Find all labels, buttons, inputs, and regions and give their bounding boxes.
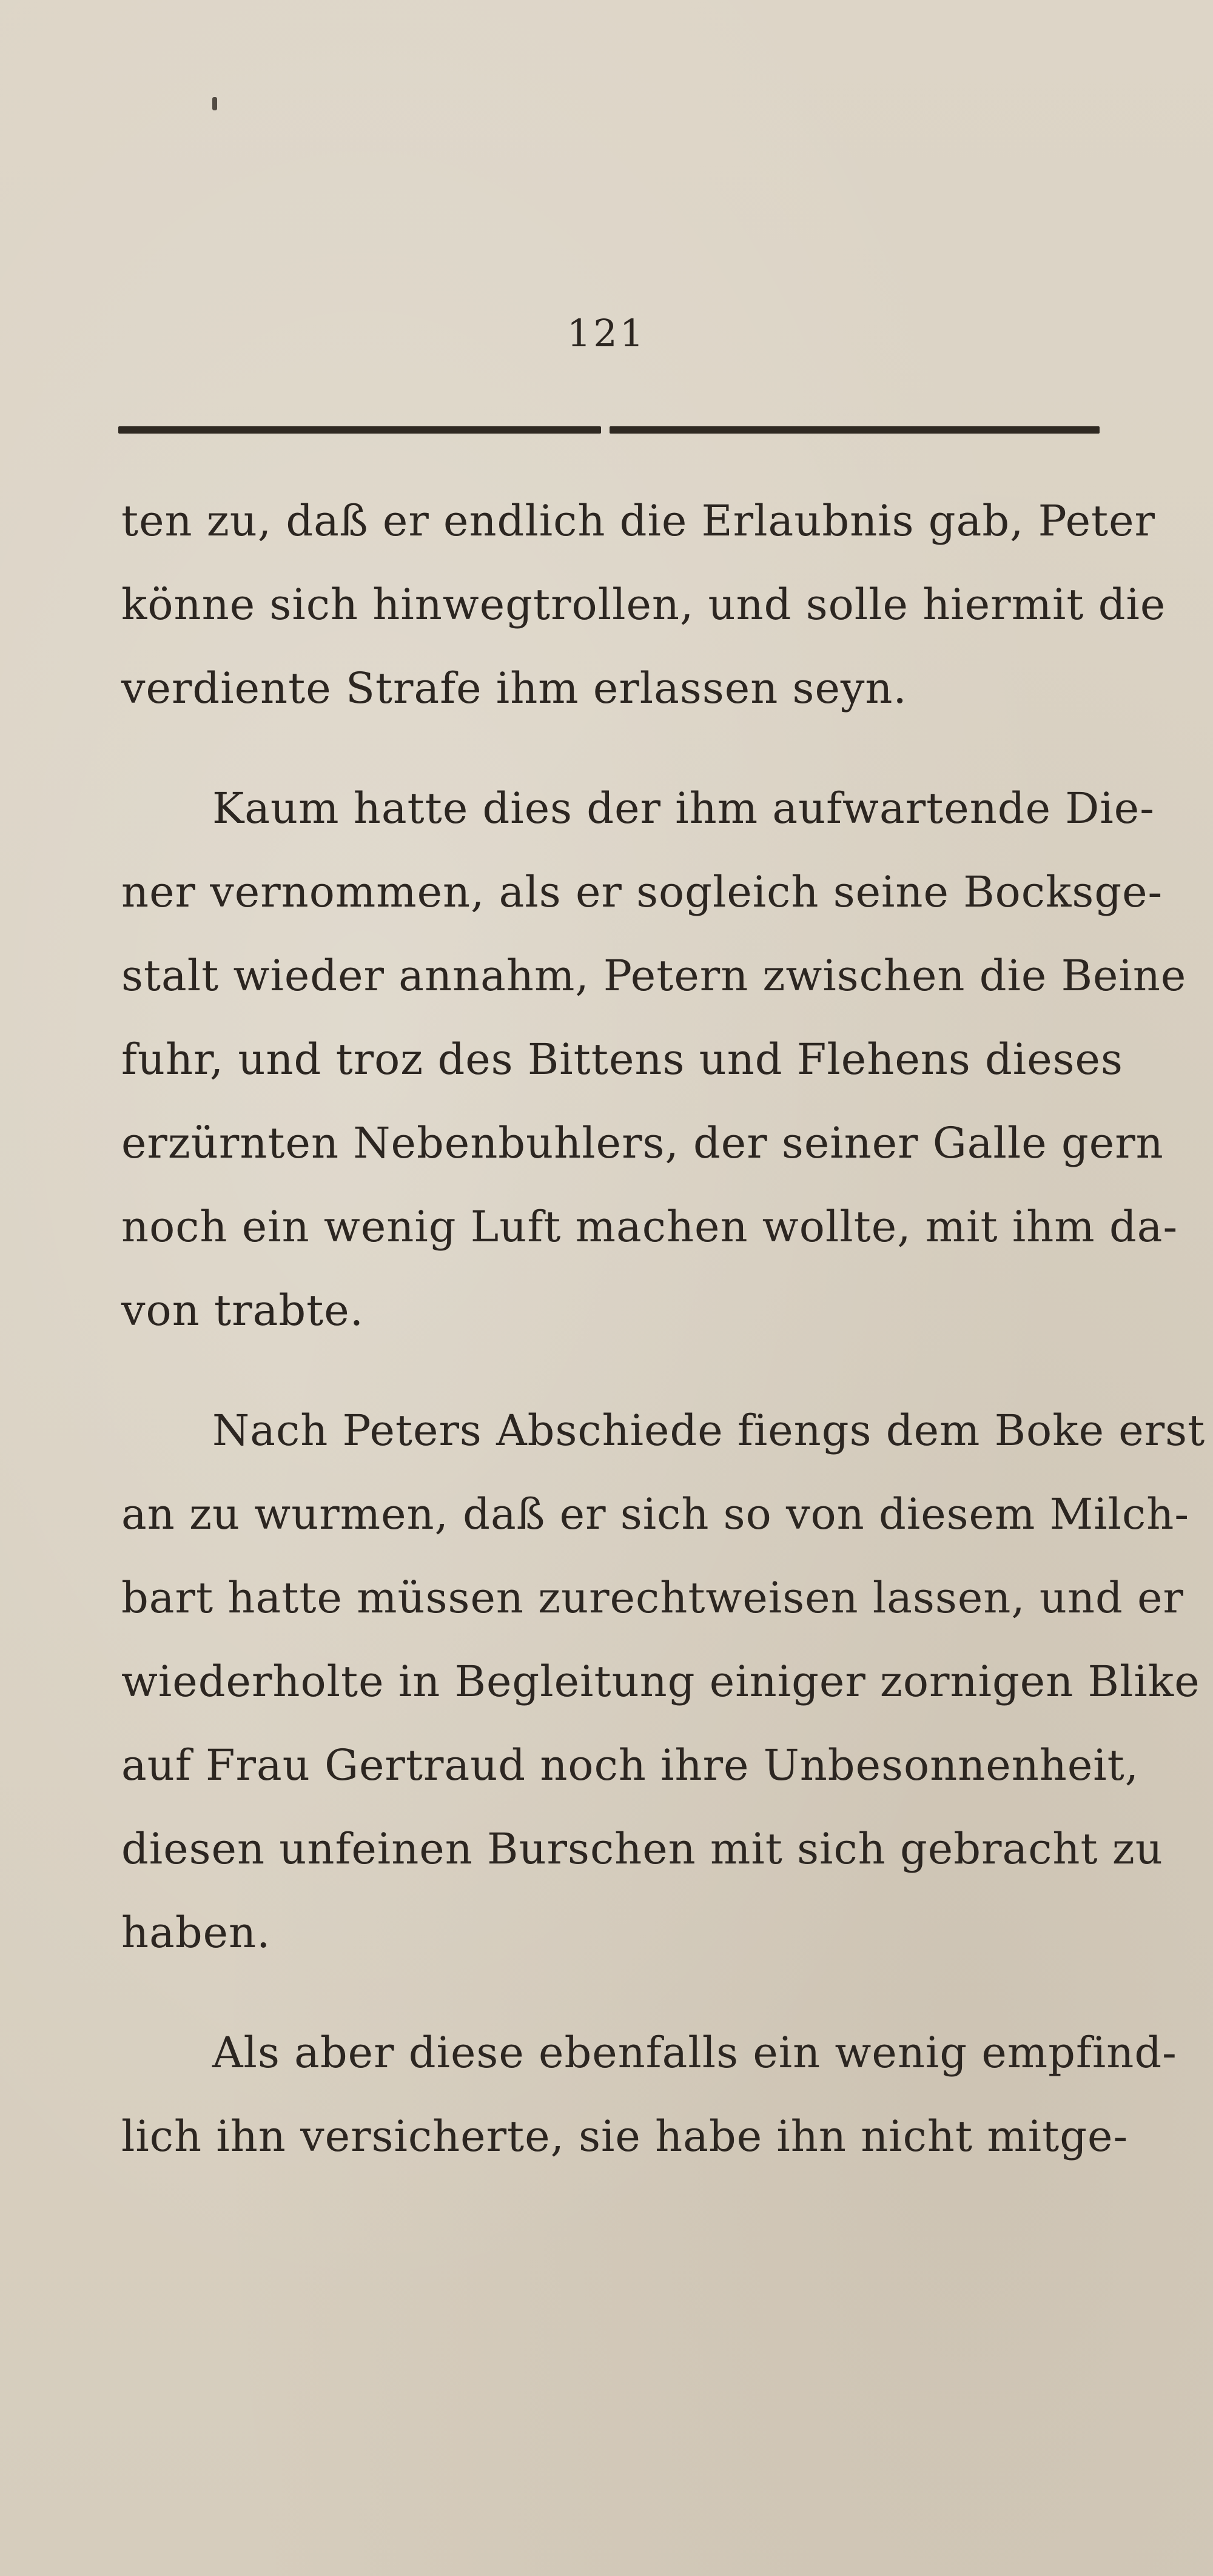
text-line: bart hatte müssen zurechtweisen lassen, und er	[121, 1573, 1184, 1623]
text-line: noch ein wenig Luft machen wollte, mit ihm da-	[121, 1202, 1178, 1252]
text-line: an zu wurmen, daß er sich so von diesem Milch-	[121, 1489, 1189, 1539]
text-line: Kaum hatte dies der ihm aufwartende Die-	[212, 783, 1155, 833]
text-line: erzürnten Nebenbuhlers, der seiner Galle gern	[121, 1118, 1164, 1168]
paragraph	[121, 479, 1166, 730]
text-line: ten zu, daß er endlich die Erlaubnis gab, Peter	[121, 496, 1156, 546]
text-line: lich ihn versicherte, sie habe ihn nicht mitge-	[121, 2111, 1129, 2161]
text-line: fuhr, und troz des Bittens und Flehens dieses	[121, 1035, 1123, 1084]
paragraph-gap	[121, 1974, 1116, 2011]
text-line: auf Frau Gertraud noch ihre Unbesonnenheit,	[121, 1740, 1140, 1790]
text-line: stalt wieder annahm, Petern zwischen die Beine	[121, 951, 1187, 1001]
header-rule-left	[118, 426, 601, 434]
text-line: verdiente Strafe ihm erlassen seyn.	[121, 663, 907, 713]
text-line: diesen unfeinen Burschen mit sich gebracht zu	[121, 1824, 1163, 1874]
paragraph	[121, 1389, 1206, 1974]
paragraph-gap	[121, 1352, 1116, 1389]
text-line: ner vernommen, als er sogleich seine Bocksge-	[121, 867, 1163, 917]
text-line: könne sich hinwegtrollen, und solle hiermit die	[121, 580, 1166, 629]
text-line: Als aber diese ebenfalls ein wenig empfind-	[212, 2028, 1177, 2078]
paragraph	[121, 2011, 1177, 2178]
text-line: von trabte.	[121, 1286, 364, 1335]
text-line: Nach Peters Abschiede fiengs dem Boke erst	[212, 1406, 1206, 1455]
text-line: wiederholte in Begleitung einiger zornigen Blike	[121, 1657, 1200, 1706]
paragraph-gap	[121, 730, 1116, 766]
header-rule	[118, 426, 1100, 435]
paragraph	[121, 766, 1187, 1352]
ink-mark	[212, 97, 217, 110]
text-line: haben.	[121, 1908, 271, 1957]
header-rule-right	[610, 426, 1100, 434]
page-number: 121	[566, 311, 647, 355]
body-text	[121, 479, 1206, 2178]
